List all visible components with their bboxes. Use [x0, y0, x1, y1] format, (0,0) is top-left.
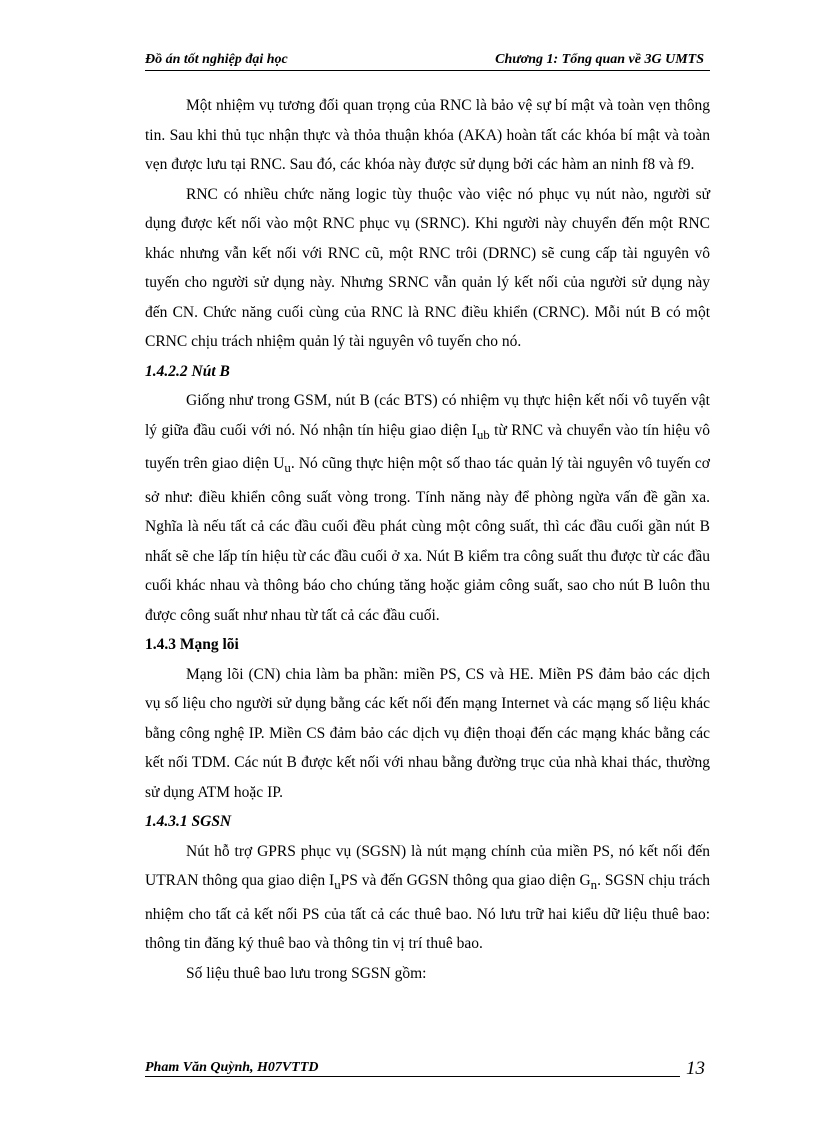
paragraph-sgsn-data: Số liệu thuê bao lưu trong SGSN gồm: [186, 964, 427, 982]
section-heading-core-network: 1.4.3 Mạng lõi [145, 636, 239, 654]
section-heading-sgsn: 1.4.3.1 SGSN [145, 813, 232, 831]
header-chapter-title: Chương 1: Tổng quan về 3G UMTS [495, 52, 704, 67]
paragraph-sgsn: Nút hỗ trợ GPRS phục vụ (SGSN) là nút mạng chính của miền PS, nó kết nối đến UTRAN thông qua giao diện $I_uPS$ và đến GGSN thông qua giao diện $G_n$. SGSN chịu trách nhiệm cho tất cả kết nối PS của tất cả các thuê bao. Nó lưu trữ hai kiểu dữ liệu thuê bao: thông tin đăng ký thuê bao và thông tin vị trí thuê bao. [145, 842, 711, 953]
paragraph-core-network: Mạng lõi (CN) chia làm ba phần: miền PS, CS và HE. Miền PS đảm bảo các dịch vụ số liệu cho người sử dụng bằng các kết nối đến mạng Internet và các mạng số liệu khác bằng công nghệ IP. Miền CS đảm bảo các dịch vụ điện thoại đến các mạng khác bằng các kết nối TDM. Các nút B được kết nối với nhau bằng đường trục của nhà khai thác, thường sử dụng ATM hoặc IP. [145, 665, 710, 801]
page-number: 13 [686, 1058, 705, 1079]
paragraph-node-b: Giống như trong GSM, nút B (các BTS) có nhiệm vụ thực hiện kết nối vô tuyến vật lý giữa đầu cuối với nó. Nó nhận tín hiệu giao diện $I_{ub}$ từ RNC và chuyển vào tín hiệu vô tuyến trên giao diện $U_u$. Nó cũng thực hiện một số thao tác quản lý tài nguyên vô tuyến cơ sở như: điều khiển công suất vòng trong. Tính năng này để phòng ngừa vấn đề gần xa. Nghĩa là nếu tất cả các đầu cuối đều phát cùng một công suất, thì các đầu cuối gần nút B nhất sẽ che lấp tín hiệu từ các đầu cuối ở xa. Nút B kiểm tra công suất thu được từ các đầu cuối khác nhau và thông báo cho chúng tăng hoặc giảm công suất, sao cho nút B luôn thu được công suất như nhau từ tất cả các đầu cuối. [145, 392, 710, 624]
section-heading-node-b: 1.4.2.2 Nút B [145, 362, 230, 380]
page-body [145, 91, 710, 988]
page-footer [145, 1058, 705, 1080]
paragraph-rnc-functions: RNC có nhiều chức năng logic tùy thuộc vào việc nó phục vụ nút nào, người sử dụng được kết nối vào một RNC phục vụ (SRNC). Khi người này chuyển đến một RNC khác nhưng vẫn kết nối với RNC cũ, một RNC trôi (DRNC) sẽ cung cấp tài nguyên vô tuyến cho người sử dụng này. Nhưng SRNC vẫn quản lý kết nối của người sử dụng này đến CN. Chức năng cuối cùng của RNC là RNC điều khiển (CRNC). Mỗi nút B có một CRNC chịu trách nhiệm quản lý tài nguyên vô tuyến cho nó. [145, 185, 710, 350]
footer-author: Pham Văn Quỳnh, H07VTTD [145, 1060, 319, 1075]
page-header [145, 50, 710, 71]
paragraph-rnc-security: Một nhiệm vụ tương đối quan trọng của RNC là bảo vệ sự bí mật và toàn vẹn thông tin. Sau khi thủ tục nhận thực và thỏa thuận khóa (AKA) hoàn tất các khóa bí mật và toàn vẹn được lưu tại RNC. Sau đó, các khóa này được sử dụng bởi các hàm an ninh f8 và f9. [145, 97, 710, 173]
header-document-title: Đồ án tốt nghiệp đại học [145, 52, 288, 67]
footer-rule [145, 1076, 680, 1077]
